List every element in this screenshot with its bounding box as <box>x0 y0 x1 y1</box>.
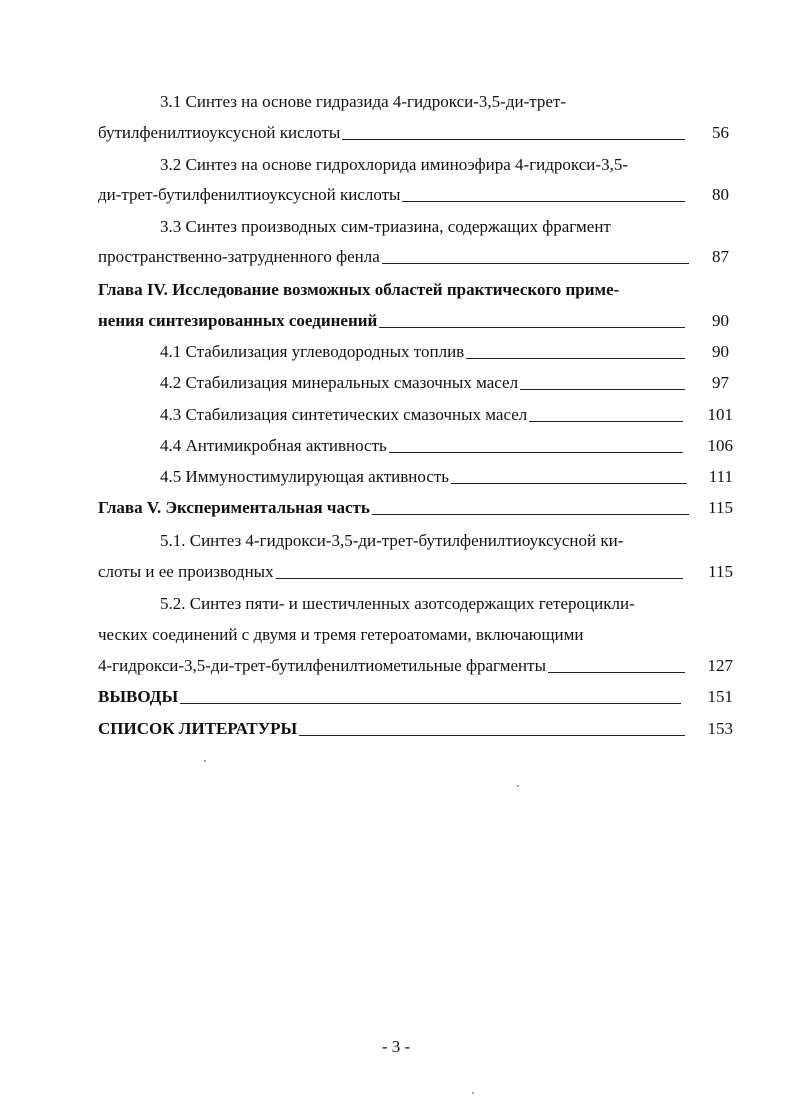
leader-line <box>520 389 685 390</box>
toc-4-2 <box>160 372 685 394</box>
toc-references-page: 153 <box>707 719 733 738</box>
toc-references-text: СПИСОК ЛИТЕРАТУРЫ <box>98 719 298 738</box>
toc-3-2-page: 80 <box>712 185 729 204</box>
toc-conclusions <box>98 686 681 708</box>
leader-line <box>402 201 685 202</box>
toc-4-4 <box>160 435 683 457</box>
toc-5-1-line2 <box>98 561 683 583</box>
toc-3-2-line1: 3.2 Синтез на основе гидрохлорида иминоэфира 4-гидрокси-3,5- <box>160 155 628 174</box>
toc-chapter-4-line1: Глава IV. Исследование возможных областей практического приме- <box>98 280 620 299</box>
toc-chapter-5-page: 115 <box>708 498 733 517</box>
toc-4-2-text: 4.2 Стабилизация минеральных смазочных масел <box>160 373 519 392</box>
toc-3-1-line1: 3.1 Синтез на основе гидразида 4-гидрокси-3,5-ди-трет- <box>160 92 566 111</box>
toc-chapter-4-page: 90 <box>712 311 729 330</box>
toc-3-3-line2 <box>98 246 689 268</box>
toc-5-1-page: 115 <box>708 562 733 581</box>
leader-line <box>276 578 683 579</box>
toc-4-5 <box>160 466 687 488</box>
leader-line <box>372 514 689 515</box>
leader-line <box>466 358 685 359</box>
toc-4-5-text: 4.5 Иммуностимулирующая активность <box>160 467 450 486</box>
toc-3-1-text: бутилфенилтиоуксусной кислоты <box>98 123 341 142</box>
toc-references <box>98 718 685 740</box>
toc-5-2-line2: ческих соединений с двумя и тремя гетероатомами, включающими <box>98 625 584 644</box>
toc-4-1 <box>160 341 685 363</box>
toc-chapter-5 <box>98 497 689 519</box>
scan-speck <box>517 785 519 787</box>
toc-4-3 <box>160 404 683 426</box>
toc-3-3-page: 87 <box>712 247 729 266</box>
toc-5-2-line3 <box>98 655 685 677</box>
toc-3-1-line2 <box>98 122 685 144</box>
toc-chapter-4-line2 <box>98 310 685 332</box>
toc-4-3-page: 101 <box>707 405 733 424</box>
toc-chapter-4-text: нения синтезированных соединений <box>98 311 378 330</box>
toc-3-2-text: ди-трет-бутилфенилтиоуксусной кислоты <box>98 185 401 204</box>
toc-4-1-page: 90 <box>712 342 729 361</box>
leader-line <box>342 139 685 140</box>
page-number: - 3 - <box>381 1037 411 1056</box>
leader-line <box>379 327 685 328</box>
leader-line <box>382 263 689 264</box>
toc-3-1-page: 56 <box>712 123 729 142</box>
toc-3-3-text: пространственно-затрудненного фенла <box>98 247 380 266</box>
toc-4-2-page: 97 <box>712 373 729 392</box>
toc-4-1-text: 4.1 Стабилизация углеводородных топлив <box>160 342 465 361</box>
scan-speck <box>472 1092 474 1094</box>
leader-line <box>548 672 685 673</box>
toc-5-2-page: 127 <box>707 656 733 675</box>
toc-5-2-line1: 5.2. Синтез пяти- и шестичленных азотсодержащих гетероцикли- <box>160 594 635 613</box>
leader-line <box>389 452 683 453</box>
toc-conclusions-text: ВЫВОДЫ <box>98 687 179 706</box>
toc-chapter-5-text: Глава V. Экспериментальная часть <box>98 498 370 517</box>
toc-4-3-text: 4.3 Стабилизация синтетических смазочных масел <box>160 405 528 424</box>
toc-conclusions-page: 151 <box>707 687 733 706</box>
toc-5-2-text: 4-гидрокси-3,5-ди-трет-бутилфенилтиометильные фрагменты <box>98 656 547 675</box>
toc-5-1-text: слоты и ее производных <box>98 562 274 581</box>
toc-5-1-line1: 5.1. Синтез 4-гидрокси-3,5-ди-трет-бутилфенилтиоуксусной ки- <box>160 531 624 550</box>
leader-line <box>299 735 685 736</box>
scan-speck <box>204 760 206 762</box>
leader-line <box>180 703 681 704</box>
leader-line <box>451 483 687 484</box>
toc-3-3-line1: 3.3 Синтез производных сим-триазина, содержащих фрагмент <box>160 217 611 236</box>
toc-4-5-page: 111 <box>708 467 733 486</box>
toc-4-4-page: 106 <box>707 436 733 455</box>
toc-3-2-line2 <box>98 184 685 206</box>
toc-4-4-text: 4.4 Антимикробная активность <box>160 436 387 455</box>
leader-line <box>529 421 683 422</box>
